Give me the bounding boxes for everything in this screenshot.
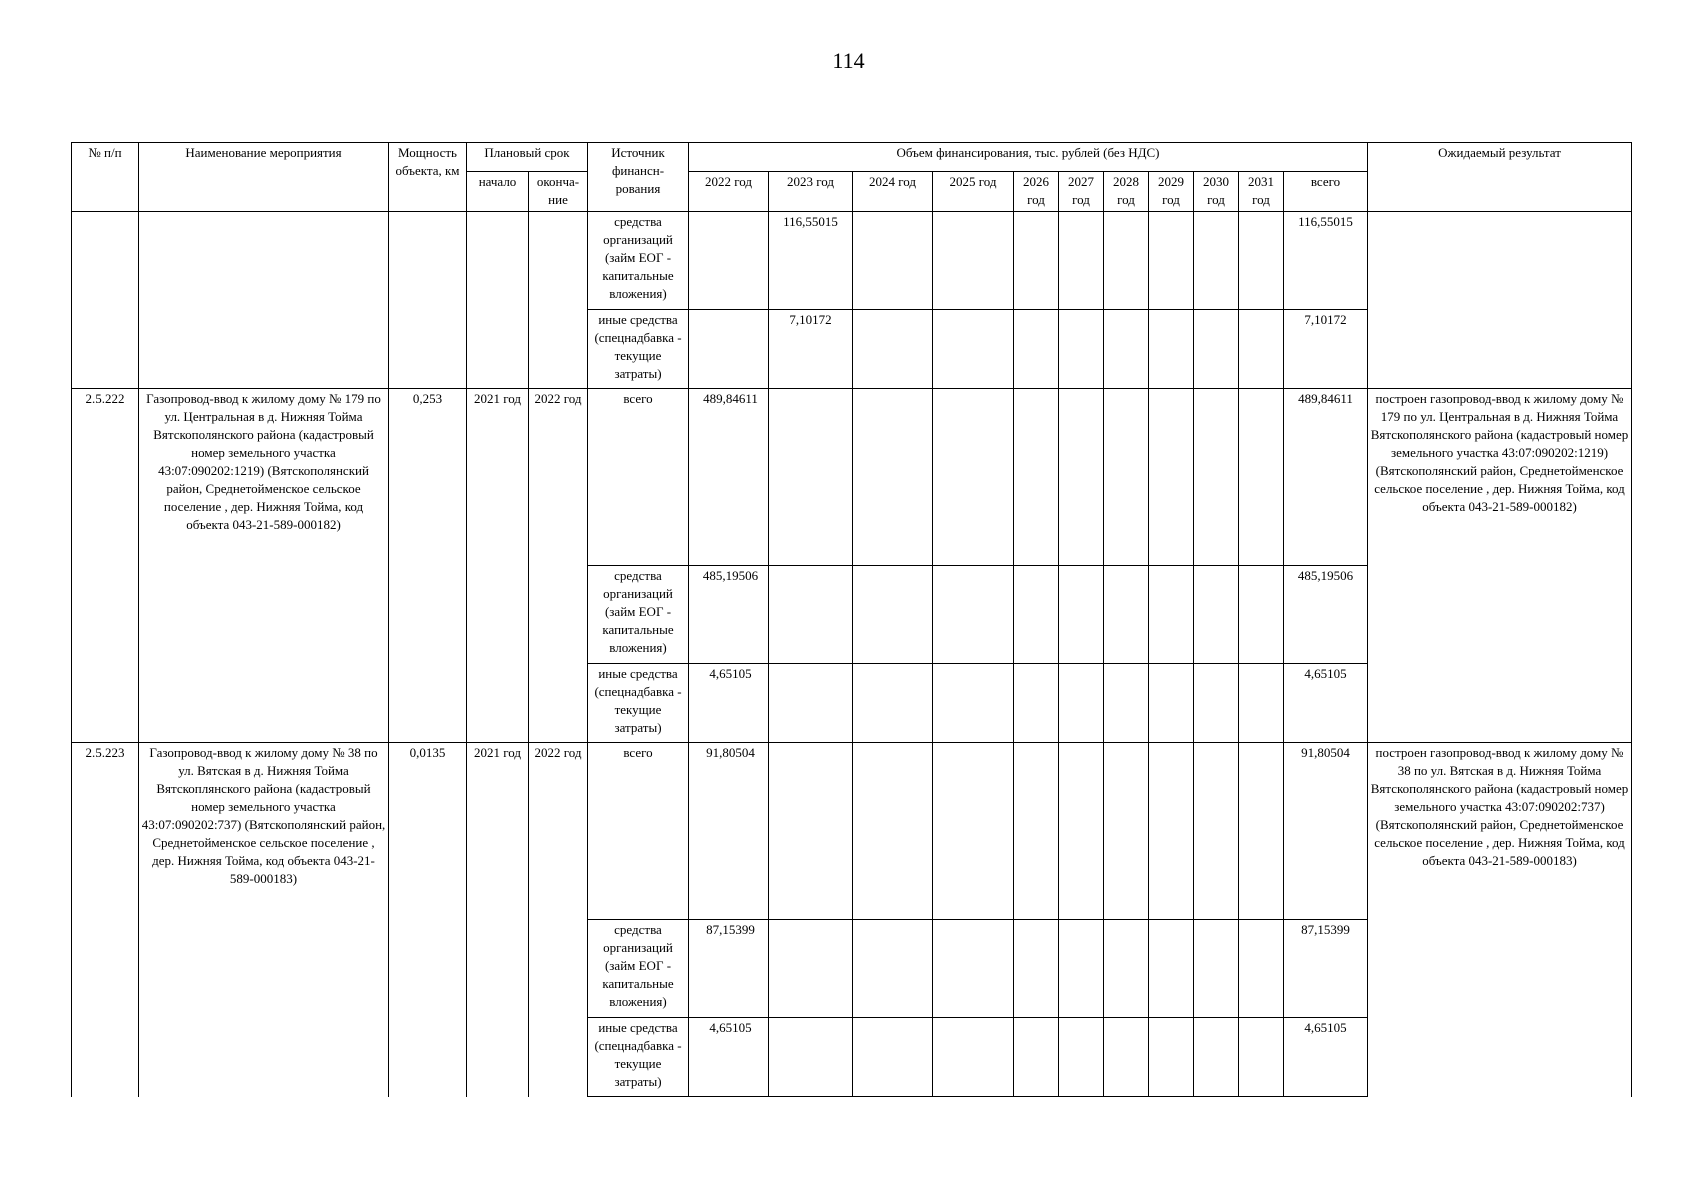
table-row xyxy=(72,743,1632,920)
start-cell: 2021 год xyxy=(467,743,529,1097)
col-source-header: Источник финансн-рования xyxy=(588,143,689,212)
result-cell: построен газопровод-ввод к жилому дому № 38 по ул. Вятская в д. Нижняя Тойма Вятскополянского района (кадастровый номер земельного участка 43:07:090202:737) (Вятскополянский район, Среднетойменское сельское поселение , дер. Нижняя Тойма, код объекта 043-21-589-000183) xyxy=(1368,743,1632,1097)
value-cell xyxy=(1014,212,1059,310)
value-cell xyxy=(933,566,1014,664)
total-cell: 489,84611 xyxy=(1284,389,1368,566)
start-cell xyxy=(467,212,529,389)
value-cell xyxy=(1104,664,1149,743)
col-term-header: Плановый срок xyxy=(467,143,588,172)
end-cell: 2022 год xyxy=(529,389,588,743)
value-cell: 87,15399 xyxy=(689,920,769,1018)
value-cell xyxy=(1194,664,1239,743)
value-cell xyxy=(1149,664,1194,743)
col-year-header: 2025 год xyxy=(933,172,1014,212)
value-cell: 91,80504 xyxy=(689,743,769,920)
capacity-cell xyxy=(389,212,467,389)
source-cell: средства организаций (займ ЕОГ - капитальные вложения) xyxy=(588,212,689,310)
table-row xyxy=(72,212,1632,310)
capacity-cell: 0,0135 xyxy=(389,743,467,1097)
col-start-header: начало xyxy=(467,172,529,212)
value-cell xyxy=(1014,1018,1059,1097)
value-cell: 489,84611 xyxy=(689,389,769,566)
value-cell xyxy=(933,1018,1014,1097)
value-cell xyxy=(769,1018,853,1097)
col-year-header: 2024 год xyxy=(853,172,933,212)
col-capacity-header: Мощность объекта, км xyxy=(389,143,467,212)
num-cell xyxy=(72,212,139,389)
value-cell xyxy=(853,664,933,743)
value-cell xyxy=(1059,212,1104,310)
value-cell: 4,65105 xyxy=(689,664,769,743)
value-cell xyxy=(1059,566,1104,664)
value-cell xyxy=(1194,389,1239,566)
value-cell xyxy=(1014,920,1059,1018)
value-cell: 116,55015 xyxy=(769,212,853,310)
source-cell: всего xyxy=(588,743,689,920)
value-cell xyxy=(1059,664,1104,743)
value-cell xyxy=(853,1018,933,1097)
result-cell: построен газопровод-ввод к жилому дому № 179 по ул. Центральная в д. Нижняя Тойма Вятскополянского района (кадастровый номер земельного участка 43:07:090202:1219) (Вятскополянский район, Среднетойменское сельское поселение , дер. Нижняя Тойма, код объекта 043-21-589-000182) xyxy=(1368,389,1632,743)
name-cell: Газопровод-ввод к жилому дому № 38 по ул. Вятская в д. Нижняя Тойма Вятскоплянского района (кадастровый номер земельного участка 43:07:090202:737) (Вятскополянский район, Среднетойменское сельское поселение , дер. Нижняя Тойма, код объекта 043-21-589-000183) xyxy=(139,743,389,1097)
value-cell xyxy=(1149,389,1194,566)
total-cell: 4,65105 xyxy=(1284,664,1368,743)
value-cell xyxy=(1104,212,1149,310)
result-cell xyxy=(1368,212,1632,389)
value-cell xyxy=(1014,566,1059,664)
value-cell xyxy=(769,920,853,1018)
value-cell xyxy=(853,743,933,920)
value-cell xyxy=(853,566,933,664)
source-cell: средства организаций (займ ЕОГ - капитальные вложения) xyxy=(588,566,689,664)
col-name-header: Наименование мероприятия xyxy=(139,143,389,212)
value-cell xyxy=(1104,920,1149,1018)
col-year-header: 2026 год xyxy=(1014,172,1059,212)
value-cell xyxy=(1059,310,1104,389)
page-number: 114 xyxy=(832,48,865,73)
total-cell: 116,55015 xyxy=(1284,212,1368,310)
source-cell: всего xyxy=(588,389,689,566)
value-cell xyxy=(1239,920,1284,1018)
total-cell: 7,10172 xyxy=(1284,310,1368,389)
value-cell xyxy=(1149,920,1194,1018)
value-cell xyxy=(933,664,1014,743)
value-cell xyxy=(933,310,1014,389)
value-cell: 7,10172 xyxy=(769,310,853,389)
value-cell xyxy=(1239,743,1284,920)
value-cell xyxy=(1104,389,1149,566)
col-year-header: 2027 год xyxy=(1059,172,1104,212)
end-cell xyxy=(529,212,588,389)
col-year-header: 2029 год xyxy=(1149,172,1194,212)
value-cell xyxy=(1059,920,1104,1018)
value-cell xyxy=(1104,310,1149,389)
start-cell: 2021 год xyxy=(467,389,529,743)
value-cell xyxy=(1194,743,1239,920)
num-cell: 2.5.223 xyxy=(72,743,139,1097)
value-cell xyxy=(1149,1018,1194,1097)
value-cell xyxy=(1014,389,1059,566)
value-cell xyxy=(1014,310,1059,389)
col-total-header: всего xyxy=(1284,172,1368,212)
col-year-header: 2023 год xyxy=(769,172,853,212)
num-cell: 2.5.222 xyxy=(72,389,139,743)
value-cell xyxy=(1194,1018,1239,1097)
value-cell xyxy=(933,212,1014,310)
value-cell: 485,19506 xyxy=(689,566,769,664)
value-cell xyxy=(933,920,1014,1018)
value-cell: 4,65105 xyxy=(689,1018,769,1097)
name-cell: Газопровод-ввод к жилому дому № 179 по ул. Центральная в д. Нижняя Тойма Вятскополянского района (кадастровый номер земельного участка 43:07:090202:1219) (Вятскополянский район, Среднетойменское сельское поселение , дер. Нижняя Тойма, код объекта 043-21-589-000182) xyxy=(139,389,389,743)
table-row xyxy=(72,389,1632,566)
source-cell: средства организаций (займ ЕОГ - капитальные вложения) xyxy=(588,920,689,1018)
col-volume-header: Объем финансирования, тыс. рублей (без НДС) xyxy=(689,143,1368,172)
value-cell xyxy=(1014,664,1059,743)
value-cell xyxy=(853,920,933,1018)
value-cell xyxy=(689,310,769,389)
value-cell xyxy=(1149,212,1194,310)
value-cell xyxy=(1239,389,1284,566)
value-cell xyxy=(1149,566,1194,664)
value-cell xyxy=(769,389,853,566)
value-cell xyxy=(1059,389,1104,566)
value-cell xyxy=(1239,1018,1284,1097)
col-year-header: 2030 год xyxy=(1194,172,1239,212)
value-cell xyxy=(1239,212,1284,310)
value-cell xyxy=(853,212,933,310)
value-cell xyxy=(853,389,933,566)
total-cell: 485,19506 xyxy=(1284,566,1368,664)
value-cell xyxy=(1059,1018,1104,1097)
value-cell xyxy=(1194,566,1239,664)
total-cell: 87,15399 xyxy=(1284,920,1368,1018)
value-cell xyxy=(769,664,853,743)
source-cell: иные средства (спецнадбавка - текущие затраты) xyxy=(588,664,689,743)
value-cell xyxy=(933,389,1014,566)
total-cell: 91,80504 xyxy=(1284,743,1368,920)
value-cell xyxy=(1104,566,1149,664)
col-year-header: 2031 год xyxy=(1239,172,1284,212)
col-result-header: Ожидаемый результат xyxy=(1368,143,1632,212)
value-cell xyxy=(1239,566,1284,664)
value-cell xyxy=(1104,1018,1149,1097)
value-cell xyxy=(1059,743,1104,920)
value-cell xyxy=(769,566,853,664)
col-end-header: оконча-ние xyxy=(529,172,588,212)
total-cell: 4,65105 xyxy=(1284,1018,1368,1097)
value-cell xyxy=(1194,310,1239,389)
value-cell xyxy=(1239,664,1284,743)
name-cell xyxy=(139,212,389,389)
col-year-header: 2028 год xyxy=(1104,172,1149,212)
header-row-1 xyxy=(72,143,1632,172)
value-cell xyxy=(1149,310,1194,389)
col-num-header: № п/п xyxy=(72,143,139,212)
source-cell: иные средства (спецнадбавка - текущие затраты) xyxy=(588,310,689,389)
value-cell xyxy=(1104,743,1149,920)
value-cell xyxy=(1014,743,1059,920)
value-cell xyxy=(1149,743,1194,920)
value-cell xyxy=(769,743,853,920)
end-cell: 2022 год xyxy=(529,743,588,1097)
value-cell xyxy=(1239,310,1284,389)
value-cell xyxy=(1194,212,1239,310)
value-cell xyxy=(689,212,769,310)
capacity-cell: 0,253 xyxy=(389,389,467,743)
value-cell xyxy=(933,743,1014,920)
source-cell: иные средства (спецнадбавка - текущие затраты) xyxy=(588,1018,689,1097)
value-cell xyxy=(853,310,933,389)
value-cell xyxy=(1194,920,1239,1018)
financing-table xyxy=(71,142,1632,1097)
col-year-header: 2022 год xyxy=(689,172,769,212)
